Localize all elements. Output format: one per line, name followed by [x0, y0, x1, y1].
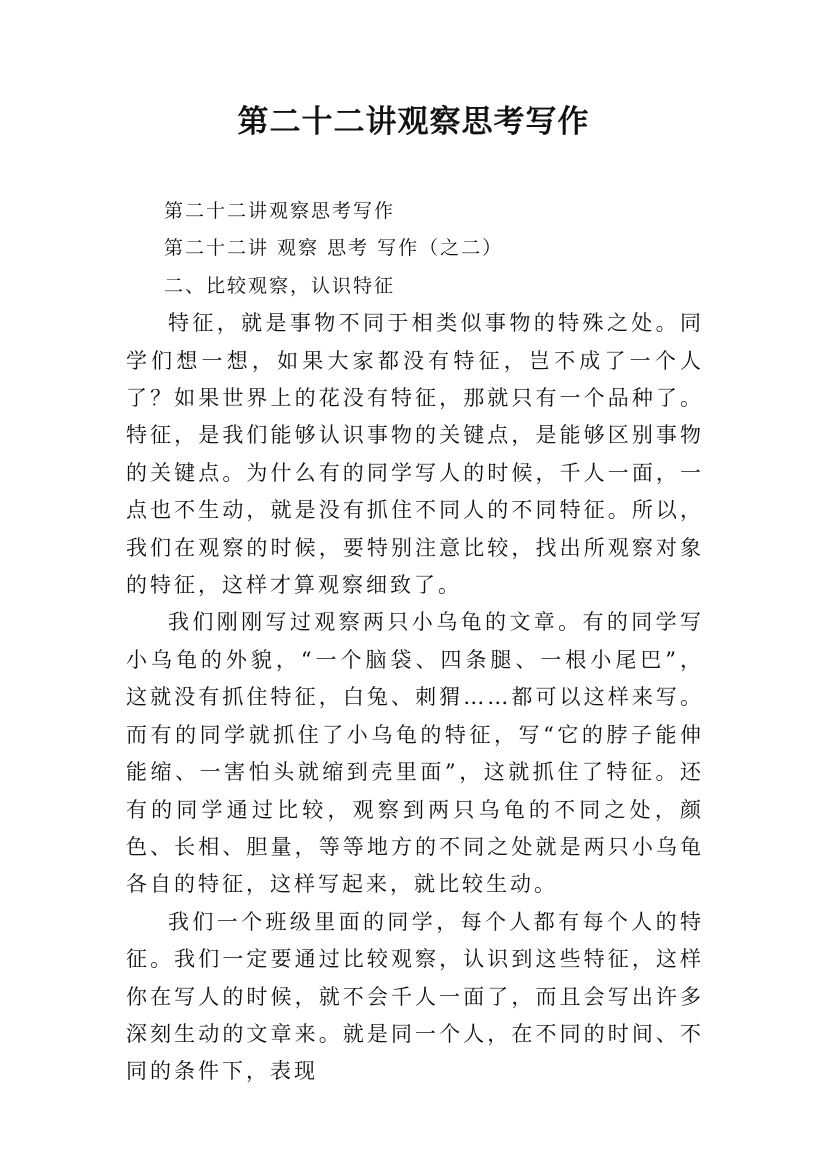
- paragraph: 特征，就是事物不同于相类似事物的特殊之处。同学们想一想，如果大家都没有特征，岂不成了一个人了？如果世界上的花没有特征，那就只有一个品种了。特征，是我们能够认识事物的关键点，是能够区别事物的关键点。为什么有的同学写人的时候，千人一面，一点也不生动，就是没有抓住不同人的不同特征。所以，我们在观察的时候，要特别注意比较，找出所观察对象的特征，这样才算观察细致了。: [126, 311, 704, 598]
- paragraph: 我们一个班级里面的同学，每个人都有每个人的特征。我们一定要通过比较观察，认识到这些特征，这样你在写人的时候，就不会千人一面了，而且会写出许多深刻生动的文章来。就是同一个人，在不同的时间、不同的条件下，表现: [126, 909, 704, 1084]
- lecture-heading: 第二十二讲 观察 思考 写作（之二）: [164, 237, 504, 260]
- document-title: 第二十二讲观察思考写作: [237, 104, 590, 140]
- subtitle-line: 第二十二讲观察思考写作: [164, 200, 396, 222]
- document-body: [126, 193, 704, 1091]
- paragraph: 我们刚刚写过观察两只小乌龟的文章。有的同学写小乌龟的外貌，“一个脑袋、四条腿、一根小尾巴”，这就没有抓住特征，白兔、刺猬……都可以这样来写。而有的同学就抓住了小乌龟的特征，写“它的脖子能伸能缩、一害怕头就缩到壳里面”，这就抓住了特征。还有的同学通过比较，观察到两只乌龟的不同之处，颜色、长相、胆量，等等地方的不同之处就是两只小乌龟各自的特征，这样写起来，就比较生动。: [126, 610, 704, 897]
- section-heading: 二、比较观察，认识特征: [164, 274, 396, 297]
